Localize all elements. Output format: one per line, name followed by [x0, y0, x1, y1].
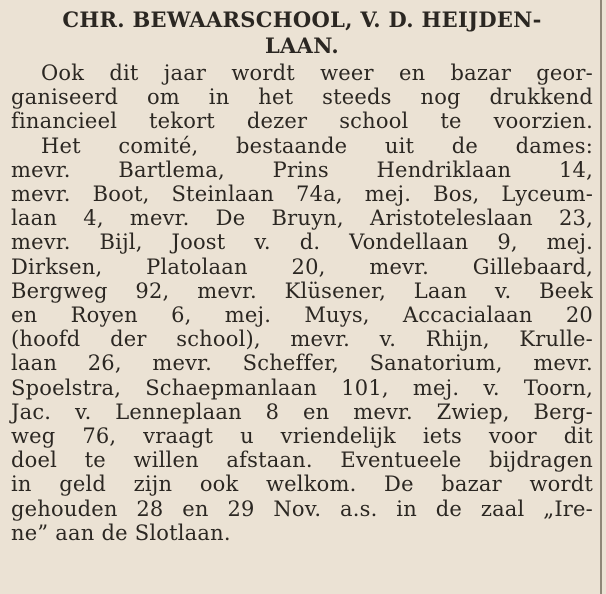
body-word: en — [182, 496, 209, 521]
body-line — [11, 400, 593, 424]
body-line — [11, 230, 593, 254]
body-line — [11, 158, 593, 182]
body-word: dames: — [515, 133, 593, 158]
body-word: 28 — [136, 496, 164, 521]
body-word: Boot, — [92, 182, 150, 206]
body-word: mevr. — [197, 278, 257, 303]
body-word: tekort — [149, 109, 215, 134]
body-word: te — [440, 109, 462, 134]
body-word: v. — [379, 327, 397, 352]
body-word: drukkend — [489, 85, 593, 110]
body-word: mevr. — [369, 254, 429, 279]
body-word: om — [146, 85, 180, 110]
body-word: Dirksen, — [11, 254, 103, 279]
body-word: 92, — [135, 278, 170, 303]
body-word: De — [215, 206, 246, 231]
body-word: afstaan. — [226, 448, 313, 473]
body-word: Eventueele — [340, 448, 462, 473]
body-word: jaar — [163, 61, 207, 85]
body-word: en — [303, 399, 330, 424]
body-word: ook — [199, 472, 239, 497]
body-word: laan — [11, 206, 58, 231]
body-word: mej. — [412, 375, 460, 400]
body-word: Krulle- — [519, 327, 593, 352]
body-word: doel — [11, 448, 58, 473]
body-word: 14, — [558, 157, 593, 182]
body-line — [11, 303, 593, 327]
body-word: Jac. — [11, 399, 52, 424]
body-word: Platolaan — [146, 254, 248, 279]
body-word: 8 — [265, 399, 280, 424]
body-word: v. — [483, 375, 500, 400]
body-word: de — [101, 520, 128, 545]
body-word: Bergweg — [11, 278, 108, 303]
body-word: te — [84, 448, 106, 473]
body-word: uit — [384, 133, 415, 158]
body-word: Bruyn, — [271, 206, 344, 231]
body-word: wordt — [231, 61, 295, 85]
column-rule — [600, 0, 602, 594]
body-line — [11, 85, 593, 109]
body-word: mevr. — [353, 399, 413, 424]
body-word: Accacialaan — [402, 303, 533, 327]
body-word: Bartlema, — [118, 157, 225, 182]
body-word: Vondellaan — [349, 230, 469, 255]
body-word: de — [451, 133, 479, 158]
body-word: zaal — [480, 496, 525, 521]
body-word: Het — [41, 133, 81, 158]
body-word: Bos, — [433, 182, 480, 206]
body-word: 29 — [227, 496, 255, 521]
body-line — [11, 497, 593, 521]
body-word: steeds — [322, 85, 392, 110]
body-word: Klüsener, — [284, 278, 386, 303]
body-word: Rhijn, — [425, 327, 490, 352]
body-word: 26, — [87, 351, 122, 376]
body-word: en — [398, 61, 426, 85]
body-word: Laan — [413, 278, 468, 303]
body-word: v. — [254, 230, 271, 255]
body-word: Scheffer, — [242, 351, 339, 376]
body-line — [41, 134, 593, 158]
body-word: iets — [422, 424, 462, 448]
body-word: school), — [176, 327, 261, 352]
body-word: bazar — [441, 472, 502, 497]
body-line — [11, 351, 593, 375]
body-word: Hendriklaan — [376, 157, 512, 182]
body-word: in — [396, 496, 417, 521]
body-word: 23, — [558, 206, 593, 231]
body-word: comité, — [118, 133, 199, 158]
body-word: 74a, — [296, 182, 343, 206]
body-word: Ook — [41, 61, 85, 85]
body-word: Prins — [272, 157, 329, 182]
body-word: laan — [11, 351, 58, 376]
body-word: Berg- — [533, 399, 593, 424]
body-word: u — [240, 424, 254, 448]
body-word: a.s. — [340, 496, 378, 521]
body-word: „Ire- — [543, 496, 593, 521]
body-word: Spoelstra, — [11, 375, 122, 400]
body-word: mevr. — [152, 351, 212, 376]
body-word: voorzien. — [493, 109, 593, 134]
body-word: v. — [494, 278, 512, 303]
body-word: 101, — [341, 375, 389, 400]
body-word: de — [435, 496, 463, 521]
body-word: het — [258, 85, 294, 110]
body-word: mevr. — [533, 351, 593, 376]
body-word: gehouden — [11, 496, 118, 521]
body-word: en — [11, 303, 38, 327]
body-line — [11, 182, 593, 206]
body-word: mej. — [546, 230, 593, 255]
headline-line-1: CHR. BEWAARSCHOOL, V. D. HEIJDEN- — [62, 7, 542, 32]
body-word: mevr. — [290, 327, 351, 352]
body-word: Schaepmanlaan — [145, 375, 318, 400]
body-word: welkom. — [266, 472, 357, 497]
body-word: wordt — [529, 472, 593, 497]
body-word: 4, — [83, 206, 104, 231]
body-word: geor- — [536, 61, 593, 85]
body-word: voor — [488, 424, 537, 448]
body-line — [11, 448, 593, 472]
body-word: d. — [299, 230, 321, 255]
body-word: mevr. — [11, 230, 71, 255]
body-word: De — [384, 472, 414, 497]
body-word: Muys, — [304, 303, 370, 327]
body-word: 20, — [291, 254, 326, 279]
body-line — [11, 521, 593, 545]
body-line — [11, 327, 593, 351]
body-word: Aristoteleslaan — [369, 206, 533, 231]
body-line — [11, 279, 593, 303]
headline-line-2: LAAN. — [264, 33, 339, 58]
body-line — [11, 109, 593, 133]
body-word: in — [208, 85, 230, 110]
body-word: financieel — [11, 109, 118, 134]
body-line — [11, 472, 593, 496]
body-word: der — [110, 327, 147, 352]
body-word: weg — [11, 424, 56, 448]
body-line — [11, 206, 593, 230]
body-word: nog — [420, 85, 461, 110]
body-word: Lenneplaan — [115, 399, 242, 424]
body-word: geld — [59, 472, 107, 497]
body-word: Lyceum- — [501, 182, 593, 206]
body-word: weer — [320, 61, 374, 85]
body-word: 6, — [171, 303, 192, 327]
body-word: v. — [75, 399, 92, 424]
body-word: dit — [109, 61, 139, 85]
body-word: Royen — [70, 303, 138, 327]
body-word: ne” — [11, 520, 49, 545]
body-word: Nov. — [273, 496, 322, 521]
body-word: in — [11, 472, 32, 497]
body-word: (hoofd — [11, 327, 81, 352]
body-word: Steinlaan — [171, 182, 275, 206]
body-word: bestaande — [235, 133, 348, 158]
body-word: bijdragen — [489, 448, 593, 473]
body-word: Bijl, — [99, 230, 143, 255]
body-word: vriendelijk — [280, 424, 396, 448]
body-word: 76, — [82, 424, 117, 448]
body-word: mej. — [364, 182, 412, 206]
body-word: ganiseerd — [11, 85, 119, 110]
body-word: Slotlaan. — [134, 520, 231, 545]
body-line — [41, 61, 593, 85]
body-word: Joost — [171, 230, 226, 255]
body-word: vraagt — [143, 424, 214, 448]
body-word: Gillebaard, — [472, 254, 593, 279]
body-word: bazar — [450, 61, 512, 85]
body-word: dezer — [246, 109, 308, 134]
body-line — [11, 424, 593, 448]
body-word: 9, — [497, 230, 518, 255]
body-word: school — [339, 109, 409, 134]
body-line — [11, 376, 593, 400]
body-word: willen — [133, 448, 199, 473]
body-word: Beek — [539, 278, 593, 303]
body-word: Sanatorium, — [369, 351, 503, 376]
body-word: 20 — [565, 303, 593, 327]
body-word: mevr. — [129, 206, 190, 231]
body-word: mevr. — [11, 157, 71, 182]
body-word: dit — [563, 424, 593, 448]
body-word: zijn — [133, 472, 173, 497]
body-word: aan — [55, 520, 95, 545]
body-word: Toorn, — [523, 375, 593, 400]
body-word: mej. — [224, 303, 272, 327]
body-line — [11, 255, 593, 279]
body-word: mevr. — [11, 182, 71, 206]
body-word: Zwiep, — [436, 399, 510, 424]
